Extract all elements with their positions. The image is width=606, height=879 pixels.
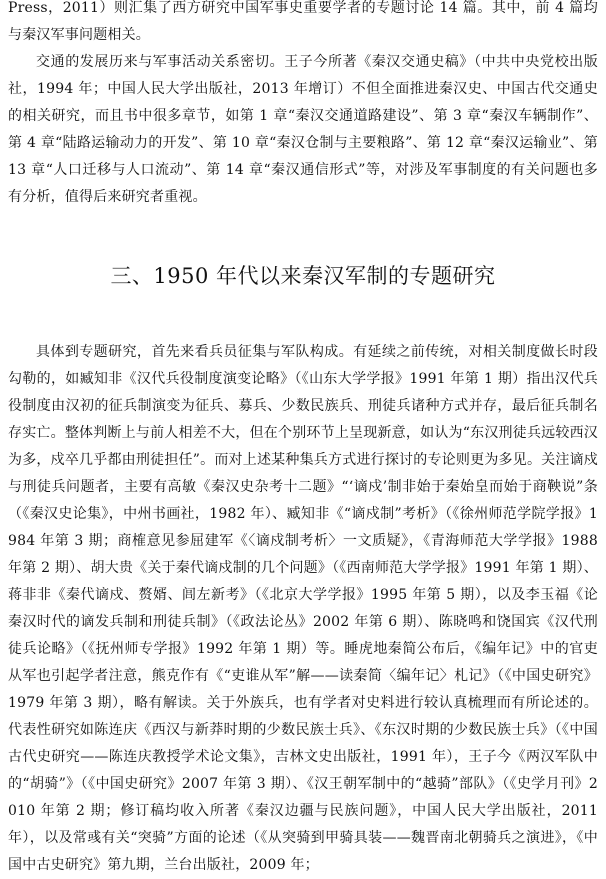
paragraph-topical-research: 具体到专题研究，首先来看兵员征集与军队构成。有延续之前传统，对相关制度做长时段勾勒的，如臧知非《汉代兵役制度演变论略》（《山东大学学报》1991 年第 1 期）指出汉代兵役制度由汉初的征兵制演变为征兵、募兵、少数民族兵、刑徒兵诸种方式并存，最后征兵制名存实亡。整体判断上与前人相差不大，但在个别环节上呈现新意，如认为“东汉刑徒兵远较西汉为多，戍卒几乎都由刑徒担任”。而对上述某种集兵方式进行探讨的专论则更为多见。关注谪戍与刑徒兵问题者，主要有高敏《秦汉史杂考十二题》“‘谪戍’制非始于秦始皇而始于商鞅说”条（《秦汉史论集》，中州书画社，1982 年）、臧知非《“谪戍制”考析》（《徐州师范学院学报》1984 年第 3 期；商榷意见参屈建军《〈谪戍制考析〉一文质疑》，《青海师范大学学报》1988 年第 2 期）、胡大贵《关于秦代谪戍制的几个问题》（《西南师范大学学报》1991 年第 1 期）、蒋非非《秦代谪戍、赘婿、闾左新考》（《北京大学学报》1995 年第 5 期），以及李玉福《论秦汉时代的谪发兵制和刑徒兵制》（《政法论丛》2002 年第 6 期）、陈晓鸣和饶国宾《汉代刑徒兵论略》（《抚州师专学报》1992 年第 1 期）等。睡虎地秦简公布后，《编年记》中的官吏从军也引起学者注意，熊克作有《“吏谁从军”解——读秦简〈编年记〉札记》（《中国史研究》1979 年第 3 期），略有解读。关于外族兵，也有学者对史料进行较认真梳理而有所论述的。代表性研究如陈连庆《西汉与新莽时期的少数民族士兵》、《东汉时期的少数民族士兵》（《中国古代史研究——陈连庆教授学术论文集》，吉林文史出版社，1991 年），王子今《两汉军队中的“胡骑”》（《中国史研究》2007 年第 3 期）、《汉王朝军制中的“越骑”部队》（《史学月刊》2010 年第 2 期；修订稿均收入所著《秦汉边疆与民族问题》，中国人民大学出版社，2011 年），以及常彧有关“突骑”方面的论述（《从突骑到甲骑具装——魏晋南北朝骑兵之演进》，《中国中古史研究》第九期，兰台出版社，2009 年； bbox=[8, 344, 598, 873]
section-heading-wrap bbox=[8, 211, 598, 339]
paragraph-press-continuation: Press，2011）则汇集了西方研究中国军事史重要学者的专题讨论 14 篇。其中，前 4 篇均与秦汉军事问题相关。 bbox=[8, 0, 598, 43]
section-heading: 三、1950 年代以来秦汉军制的专题研究 bbox=[110, 264, 496, 288]
paragraph-transport-history: 交通的发展历来与军事活动关系密切。王子今所著《秦汉交通史稿》（中共中央党校出版社，1994 年；中国人民大学出版社，2013 年增订）不但全面推进秦汉史、中国古代交通史的相关研究，而且书中很多章节，如第 1 章“秦汉交通道路建设”、第 3 章“秦汉车辆制作”、第 4 章“陆路运输动力的开发”、第 10 章“秦汉仓制与主要粮路”、第 12 章“秦汉运输业”、第 13 章“人口迁移与人口流动”、第 14 章“秦汉通信形式”等，对涉及军事制度的有关问题也多有分析，值得后来研究者重视。 bbox=[8, 54, 598, 205]
